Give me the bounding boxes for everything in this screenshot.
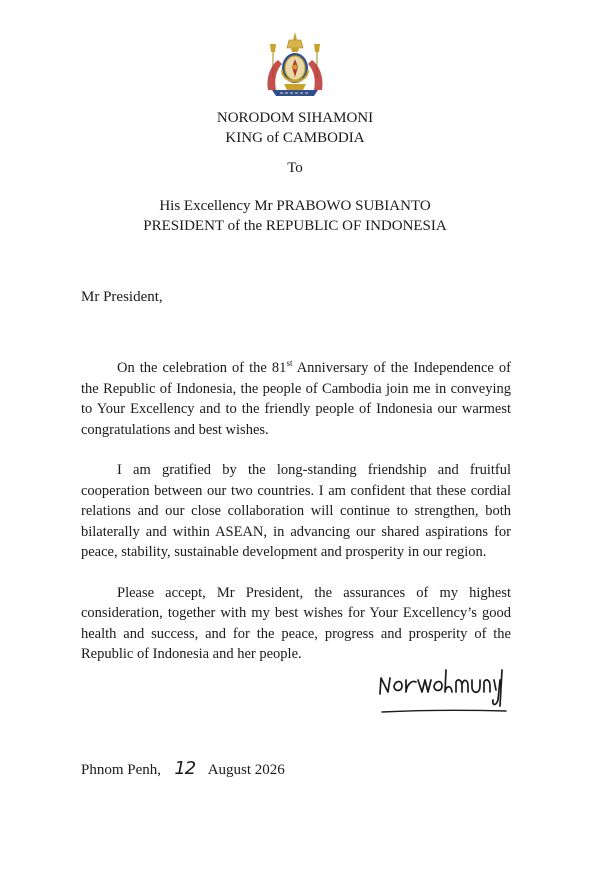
dateline-place: Phnom Penh, (81, 762, 162, 778)
paragraph-congratulations (81, 358, 511, 440)
recipient-title: PRESIDENT of the REPUBLIC OF INDONESIA (143, 218, 447, 234)
paragraph-1-start: On the celebration of the 81 (117, 360, 287, 376)
to-label: To (287, 160, 303, 176)
recipient-block (0, 196, 590, 236)
dateline-month-year: August 2026 (207, 762, 285, 778)
sender-name: NORODOM SIHAMONI (216, 110, 374, 126)
sender-title: KING of CAMBODIA (225, 130, 365, 146)
dateline (81, 758, 285, 779)
paragraph-1-rest: Anniversary of the Independence of the Republic of Indonesia, the people of Cambodia join me in conveying to Your Excellency and to the friendly people of Indonesia our warmest congratulations and best wishes. (81, 360, 511, 438)
dateline-day: 12 (174, 758, 196, 779)
paragraph-friendship: I am gratified by the long-standing friendship and fruitful cooperation between our two countries. I am confident that these cordial relations and our close collaboration will continue to strengthen, both bilaterally and within ASEAN, in advancing our shared aspirations for peace, stability, sustainable development and prosperity in our region. (81, 462, 511, 560)
salutation: Mr President, (81, 289, 163, 305)
sender-block (0, 108, 590, 148)
ordinal-suffix: st (286, 358, 293, 369)
royal-arms-of-cambodia-icon (262, 30, 328, 100)
paragraph-closing: Please accept, Mr President, the assurances of my highest consideration, together with my best wishes for Your Excellency’s good health and success, and for the peace, progress and prosperity of the Republic of Indonesia and her people. (81, 584, 511, 662)
handwritten-signature-icon (372, 666, 514, 718)
recipient-name: His Excellency Mr PRABOWO SUBIANTO (159, 198, 431, 214)
letter-body (81, 358, 511, 685)
